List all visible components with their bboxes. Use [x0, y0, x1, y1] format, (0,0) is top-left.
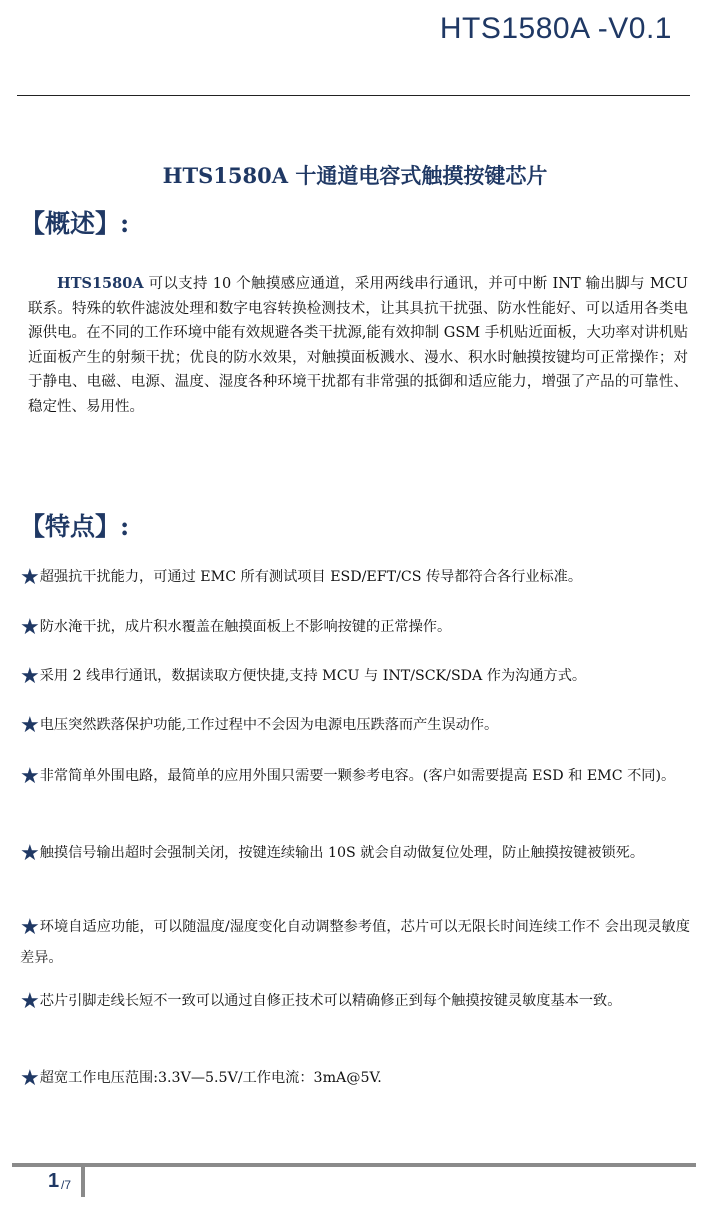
- feature-text: 采用 2 线串行通讯，数据读取方便快捷,支持 MCU 与 INT/SCK/SDA 作为沟通方式。: [39, 668, 587, 684]
- feature-item: [20, 661, 690, 692]
- feature-text: 环境自适应功能，可以随温度/湿度变化自动调整参考值，芯片可以无限长时间连续工作不 会出现灵敏度差异。: [20, 919, 690, 966]
- features-heading: 【特点】:: [20, 512, 130, 541]
- feature-item: [20, 1063, 690, 1094]
- page-total: /7: [61, 1178, 72, 1192]
- star-icon: ★: [20, 1066, 40, 1091]
- overview-heading: 【概述】:: [20, 209, 130, 238]
- star-icon: ★: [20, 565, 40, 590]
- star-icon: ★: [20, 713, 40, 738]
- feature-item: [20, 562, 690, 593]
- footer-divider: [12, 1163, 696, 1167]
- feature-item: [20, 761, 690, 792]
- feature-text: 超强抗干扰能力，可通过 EMC 所有测试项目 ESD/EFT/CS 传导都符合各行业标准。: [39, 569, 583, 585]
- star-icon: ★: [20, 915, 40, 940]
- header-divider: [17, 95, 690, 96]
- star-icon: ★: [20, 764, 40, 789]
- feature-text: 防水淹干扰，成片积水覆盖在触摸面板上不影响按键的正常操作。: [39, 619, 452, 635]
- star-icon: ★: [20, 664, 40, 689]
- document-id-header: HTS1580A -V0.1: [439, 12, 672, 45]
- feature-text: 电压突然跌落保护功能,工作过程中不会因为电源电压跌落而产生误动作。: [39, 717, 499, 733]
- feature-item: [20, 612, 690, 643]
- footer-separator: [81, 1163, 85, 1197]
- feature-item: [20, 912, 690, 974]
- star-icon: ★: [20, 989, 40, 1014]
- overview-lead: HTS1580A: [57, 275, 144, 292]
- page-title: HTS1580A 十通道电容式触摸按键芯片: [162, 163, 548, 188]
- star-icon: ★: [20, 615, 40, 640]
- feature-text: 芯片引脚走线长短不一致可以通过自修正技术可以精确修正到每个触摸按键灵敏度基本一致。: [39, 993, 622, 1009]
- feature-text: 超宽工作电压范围:3.3V—5.5V/工作电流：3mA@5V.: [39, 1070, 382, 1086]
- feature-item: [20, 838, 690, 869]
- overview-paragraph: [28, 272, 688, 420]
- overview-body: 可以支持 10 个触摸感应通道，采用两线串行通讯，并可中断 INT 输出脚与 MCU 联系。特殊的软件滤波处理和数字电容转换检测技术，让其具抗干扰强、防水性能好、可以适用各类电源供电。在不同的工作环境中能有效规避各类干扰源,能有效抑制 GSM 手机贴近面板，大功率对讲机贴近面板产生的射频干扰；优良的防水效果，对触摸面板溅水、漫水、积水时触摸按键均可正常操作；对于静电、电磁、电源、温度、湿度各种环境干扰都有非常强的抵御和适应能力，增强了产品的可靠性、稳定性、易用性。: [28, 276, 688, 415]
- page-number: 1: [48, 1170, 60, 1192]
- star-icon: ★: [20, 841, 40, 866]
- feature-text: 非常简单外围电路，最简单的应用外围只需要一颗参考电容。(客户如需要提高 ESD 和 EMC 不同)。: [39, 768, 676, 784]
- feature-text: 触摸信号输出超时会强制关闭，按键连续输出 10S 就会自动做复位处理，防止触摸按键被锁死。: [39, 845, 645, 861]
- feature-item: [20, 986, 690, 1017]
- feature-item: [20, 710, 690, 741]
